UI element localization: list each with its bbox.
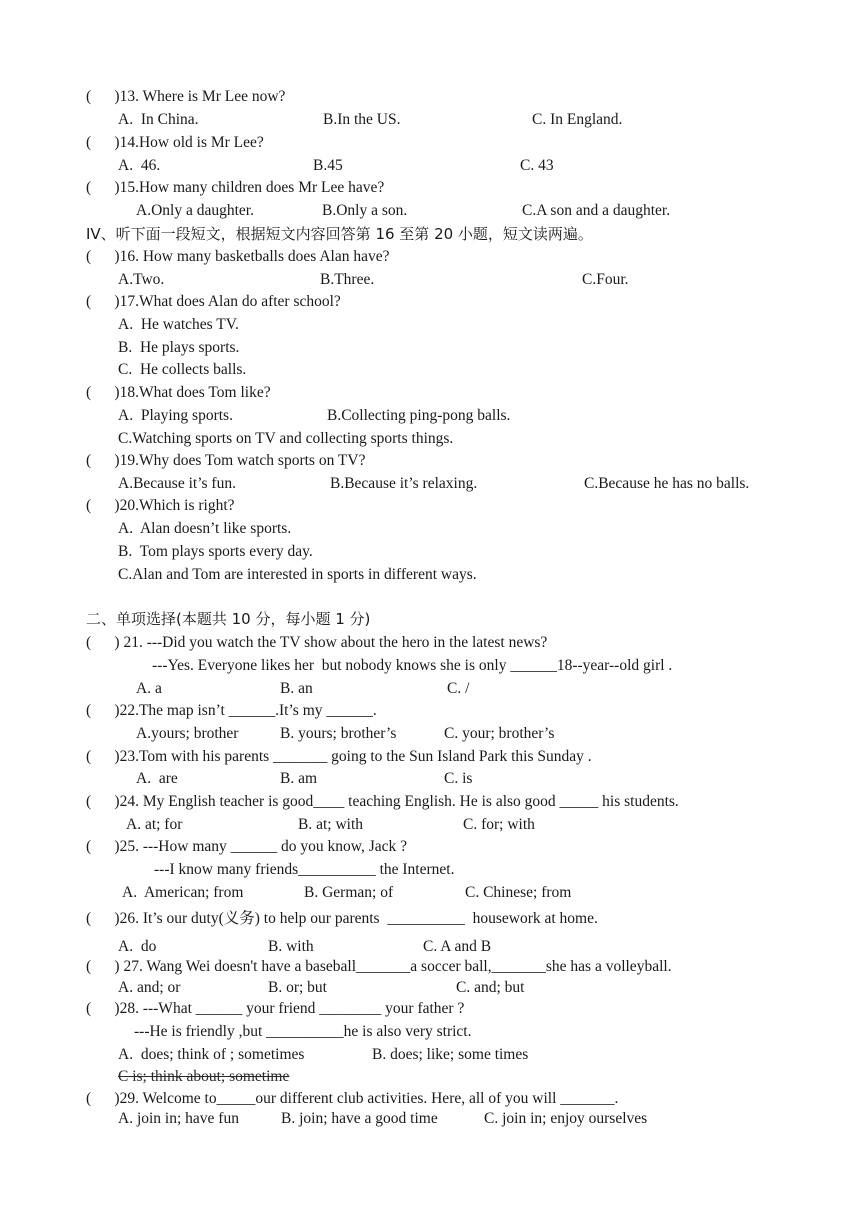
option-c: C. A and B	[423, 938, 492, 955]
question-21-line-2: ---Yes. Everyone likes her but nobody knows she is only ______18--year--old girl .	[152, 657, 673, 674]
section-two-heading: 二、单项选择(本题共 10 分，每小题 1 分)	[86, 610, 371, 628]
question-22: ( )22.The map isn’t ______.It’s my ______.	[86, 702, 377, 719]
option-c: C. your; brother’s	[444, 725, 555, 742]
option-a: A. American; from	[122, 884, 244, 901]
option-b: B.Because it’s relaxing.	[330, 475, 478, 492]
option-b: B. does; like; some times	[372, 1046, 529, 1063]
question-15: ( )15.How many children does Mr Lee have?	[86, 179, 385, 196]
option-c: C. He collects balls.	[118, 361, 247, 378]
option-a: A. join in; have fun	[118, 1110, 239, 1127]
question-20: ( )20.Which is right?	[86, 497, 235, 514]
option-c: C.Because he has no balls.	[584, 475, 750, 492]
option-b: B. Tom plays sports every day.	[118, 543, 313, 560]
option-a: A. at; for	[126, 816, 183, 833]
question-29: ( )29. Welcome to_____our different club activities. Here, all of you will _______.	[86, 1090, 619, 1107]
option-c: C.A son and a daughter.	[522, 202, 671, 219]
option-b: B.45	[313, 157, 343, 174]
option-a: A.Only a daughter.	[136, 202, 254, 219]
option-b: B. join; have a good time	[281, 1110, 438, 1127]
question-25: ( )25. ---How many ______ do you know, Jack ?	[86, 838, 407, 855]
option-a: A.yours; brother	[136, 725, 239, 742]
option-a: A. In China.	[118, 111, 199, 128]
question-26: ( )26. It’s our duty(义务) to help our parents __________ housework at home.	[86, 910, 598, 927]
option-c: C.Watching sports on TV and collecting sports things.	[118, 430, 454, 447]
option-b: B. He plays sports.	[118, 339, 240, 356]
option-a: A. Playing sports.	[118, 407, 233, 424]
option-a: A. are	[136, 770, 178, 787]
option-a: A.Because it’s fun.	[118, 475, 236, 492]
option-b: B.In the US.	[323, 111, 401, 128]
question-19: ( )19.Why does Tom watch sports on TV?	[86, 452, 366, 469]
option-c: C. Chinese; from	[465, 884, 572, 901]
question-21: ( ) 21. ---Did you watch the TV show about the hero in the latest news?	[86, 634, 548, 651]
option-c: C. /	[447, 680, 470, 697]
option-b: B. at; with	[298, 816, 364, 833]
option-b: B. am	[280, 770, 318, 787]
question-23: ( )23.Tom with his parents _______ going to the Sun Island Park this Sunday .	[86, 748, 592, 765]
option-c: C. for; with	[463, 816, 535, 833]
question-27: ( ) 27. Wang Wei doesn't have a baseball_______a soccer ball,_______she has a volleyball.	[86, 958, 672, 975]
question-28: ( )28. ---What ______ your friend ________ your father ?	[86, 1000, 465, 1017]
option-a: A. He watches TV.	[118, 316, 239, 333]
option-a: A. a	[136, 680, 162, 697]
option-a: A.Two.	[118, 271, 165, 288]
option-b: B. German; of	[304, 884, 394, 901]
question-18: ( )18.What does Tom like?	[86, 384, 271, 401]
option-a: A. and; or	[118, 979, 181, 996]
option-a: A. do	[118, 938, 157, 955]
option-c: C. 43	[520, 157, 554, 174]
option-b: B.Three.	[320, 271, 375, 288]
option-c: C. is	[444, 770, 473, 787]
option-b: B. an	[280, 680, 313, 697]
question-14: ( )14.How old is Mr Lee?	[86, 134, 264, 151]
option-c: C.Four.	[582, 271, 629, 288]
option-c: C.Alan and Tom are interested in sports in different ways.	[118, 566, 477, 583]
question-13: ( )13. Where is Mr Lee now?	[86, 88, 286, 105]
option-a: A. 46.	[118, 157, 161, 174]
option-b: B.Only a son.	[322, 202, 408, 219]
option-b: B. yours; brother’s	[280, 725, 397, 742]
question-17: ( )17.What does Alan do after school?	[86, 293, 341, 310]
question-28-line-2: ---He is friendly ,but __________he is also very strict.	[134, 1023, 472, 1040]
option-b: B. or; but	[268, 979, 327, 996]
option-a: A. Alan doesn’t like sports.	[118, 520, 292, 537]
option-b: B. with	[268, 938, 314, 955]
option-c: C. join in; enjoy ourselves	[484, 1110, 648, 1127]
question-16: ( )16. How many basketballs does Alan have?	[86, 248, 390, 265]
question-24: ( )24. My English teacher is good____ teaching English. He is also good _____ his students.	[86, 793, 679, 810]
option-c-struck: C is; think about; sometime	[118, 1068, 290, 1085]
option-c: C. and; but	[456, 979, 525, 996]
section-iv-heading: IV、听下面一段短文，根据短文内容回答第 16 至第 20 小题，短文读两遍。	[86, 225, 593, 243]
option-b: B.Collecting ping-pong balls.	[327, 407, 511, 424]
option-a: A. does; think of ; sometimes	[118, 1046, 305, 1063]
option-c: C. In England.	[532, 111, 623, 128]
question-25-line-2: ---I know many friends__________ the Internet.	[154, 861, 455, 878]
